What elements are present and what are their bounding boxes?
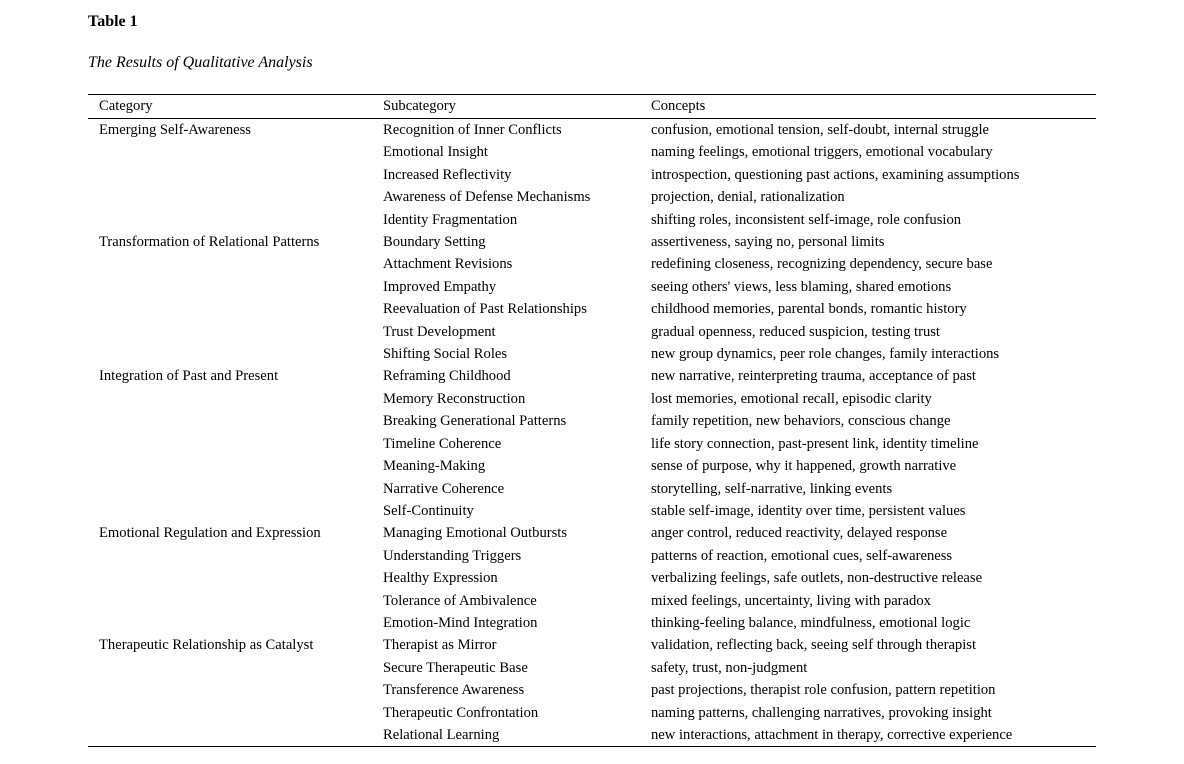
cell-subcategory: Emotion-Mind Integration [383, 614, 538, 631]
cell-subcategory: Boundary Setting [383, 234, 486, 251]
table-row [88, 164, 1096, 186]
cell-category: Integration of Past and Present [99, 368, 279, 385]
cell-subcategory: Awareness of Defense Mechanisms [383, 189, 591, 206]
cell-subcategory: Emotional Insight [383, 144, 488, 161]
cell-category: Emotional Regulation and Expression [99, 525, 321, 542]
table-row [88, 724, 1096, 747]
cell-concepts: patterns of reaction, emotional cues, self-awareness [651, 547, 953, 564]
cell-subcategory: Attachment Revisions [383, 256, 513, 273]
table-row [88, 567, 1096, 589]
cell-subcategory: Timeline Coherence [383, 435, 502, 452]
cell-category [88, 410, 383, 432]
cell-concepts: new narrative, reinterpreting trauma, acceptance of past [651, 368, 976, 385]
table-row [88, 141, 1096, 163]
cell-concepts: redefining closeness, recognizing dependency, secure base [651, 256, 993, 273]
cell-concepts: shifting roles, inconsistent self-image, role confusion [651, 211, 962, 228]
table-row [88, 321, 1096, 343]
cell-concepts: thinking-feeling balance, mindfulness, emotional logic [651, 614, 971, 631]
cell-subcategory: Transference Awareness [383, 682, 525, 699]
table-row [88, 119, 1096, 142]
cell-category [88, 321, 383, 343]
table-title: The Results of Qualitative Analysis [88, 54, 313, 71]
table-header [88, 95, 1096, 119]
cell-concepts: introspection, questioning past actions, examining assumptions [651, 166, 1020, 183]
cell-category [88, 186, 383, 208]
cell-subcategory: Meaning-Making [383, 458, 486, 475]
cell-concepts: naming feelings, emotional triggers, emotional vocabulary [651, 144, 993, 161]
table-row [88, 343, 1096, 365]
cell-category [88, 253, 383, 275]
cell-subcategory: Managing Emotional Outbursts [383, 525, 568, 542]
table-row [88, 365, 1096, 387]
table-row [88, 455, 1096, 477]
cell-subcategory: Narrative Coherence [383, 480, 505, 497]
table-row [88, 679, 1096, 701]
cell-concepts: safety, trust, non-judgment [651, 659, 808, 676]
cell-category [88, 590, 383, 612]
cell-concepts: stable self-image, identity over time, persistent values [651, 502, 966, 519]
cell-concepts: validation, reflecting back, seeing self through therapist [651, 637, 977, 654]
cell-concepts: gradual openness, reduced suspicion, testing trust [651, 323, 940, 340]
cell-category [88, 702, 383, 724]
cell-subcategory: Therapist as Mirror [383, 637, 497, 654]
table-row [88, 433, 1096, 455]
table-row [88, 590, 1096, 612]
cell-category [88, 298, 383, 320]
cell-subcategory: Reevaluation of Past Relationships [383, 301, 587, 318]
cell-concepts: new group dynamics, peer role changes, family interactions [651, 346, 1000, 363]
cell-category [88, 567, 383, 589]
cell-concepts: anger control, reduced reactivity, delayed response [651, 525, 948, 542]
cell-concepts: lost memories, emotional recall, episodic clarity [651, 390, 932, 407]
table-row [88, 657, 1096, 679]
cell-category [88, 343, 383, 365]
table-row [88, 298, 1096, 320]
table-row [88, 702, 1096, 724]
table-row [88, 522, 1096, 544]
table-row [88, 209, 1096, 231]
cell-concepts: naming patterns, challenging narratives, provoking insight [651, 704, 992, 721]
cell-concepts: assertiveness, saying no, personal limits [651, 234, 885, 251]
cell-category [88, 500, 383, 522]
table-row [88, 612, 1096, 634]
table-row [88, 388, 1096, 410]
table-label: Table 1 [88, 13, 138, 30]
cell-subcategory: Healthy Expression [383, 570, 498, 587]
cell-category [88, 679, 383, 701]
cell-subcategory: Memory Reconstruction [383, 390, 526, 407]
table-row [88, 545, 1096, 567]
header-subcategory: Subcategory [383, 95, 651, 119]
cell-category [88, 724, 383, 747]
cell-concepts: sense of purpose, why it happened, growth narrative [651, 458, 957, 475]
cell-subcategory: Increased Reflectivity [383, 166, 512, 183]
cell-concepts: verbalizing feelings, safe outlets, non-destructive release [651, 570, 983, 587]
cell-concepts: new interactions, attachment in therapy, corrective experience [651, 724, 1096, 747]
cell-concepts: mixed feelings, uncertainty, living with paradox [651, 592, 931, 609]
header-concepts: Concepts [651, 95, 1096, 119]
cell-subcategory: Improved Empathy [383, 278, 497, 295]
cell-category [88, 209, 383, 231]
table-row [88, 186, 1096, 208]
table-row [88, 276, 1096, 298]
cell-category: Therapeutic Relationship as Catalyst [99, 637, 314, 654]
cell-concepts: confusion, emotional tension, self-doubt, internal struggle [651, 122, 990, 138]
cell-category: Transformation of Relational Patterns [99, 234, 320, 251]
cell-category [88, 612, 383, 634]
cell-category [88, 164, 383, 186]
header-category: Category [88, 95, 383, 119]
table-row [88, 500, 1096, 522]
cell-concepts: childhood memories, parental bonds, romantic history [651, 301, 967, 318]
cell-subcategory: Self-Continuity [383, 502, 474, 519]
cell-category [88, 276, 383, 298]
cell-concepts: projection, denial, rationalization [651, 189, 845, 206]
cell-category [88, 455, 383, 477]
cell-subcategory: Relational Learning [383, 724, 651, 747]
cell-category [88, 657, 383, 679]
cell-subcategory: Understanding Triggers [383, 547, 522, 564]
table-row [88, 410, 1096, 432]
table-row [88, 634, 1096, 656]
header-row [88, 95, 1096, 119]
table-row [88, 478, 1096, 500]
cell-subcategory: Secure Therapeutic Base [383, 659, 528, 676]
cell-subcategory: Breaking Generational Patterns [383, 413, 567, 430]
results-table [88, 94, 1096, 747]
cell-subcategory: Identity Fragmentation [383, 211, 518, 228]
cell-concepts: life story connection, past-present link, identity timeline [651, 435, 979, 452]
cell-category [88, 388, 383, 410]
cell-subcategory: Reframing Childhood [383, 368, 511, 385]
cell-category [88, 478, 383, 500]
cell-concepts: past projections, therapist role confusion, pattern repetition [651, 682, 996, 699]
cell-category: Emerging Self-Awareness [99, 122, 251, 138]
table-row [88, 253, 1096, 275]
cell-concepts: storytelling, self-narrative, linking events [651, 480, 893, 497]
cell-category [88, 141, 383, 163]
cell-category [88, 545, 383, 567]
cell-subcategory: Trust Development [383, 323, 496, 340]
cell-category [88, 433, 383, 455]
cell-subcategory: Therapeutic Confrontation [383, 704, 539, 721]
table-row [88, 231, 1096, 253]
cell-subcategory: Tolerance of Ambivalence [383, 592, 537, 609]
cell-concepts: seeing others' views, less blaming, shared emotions [651, 278, 952, 295]
cell-concepts: family repetition, new behaviors, conscious change [651, 413, 951, 430]
cell-subcategory: Recognition of Inner Conflicts [383, 122, 562, 138]
table-body [88, 119, 1096, 747]
cell-subcategory: Shifting Social Roles [383, 346, 508, 363]
